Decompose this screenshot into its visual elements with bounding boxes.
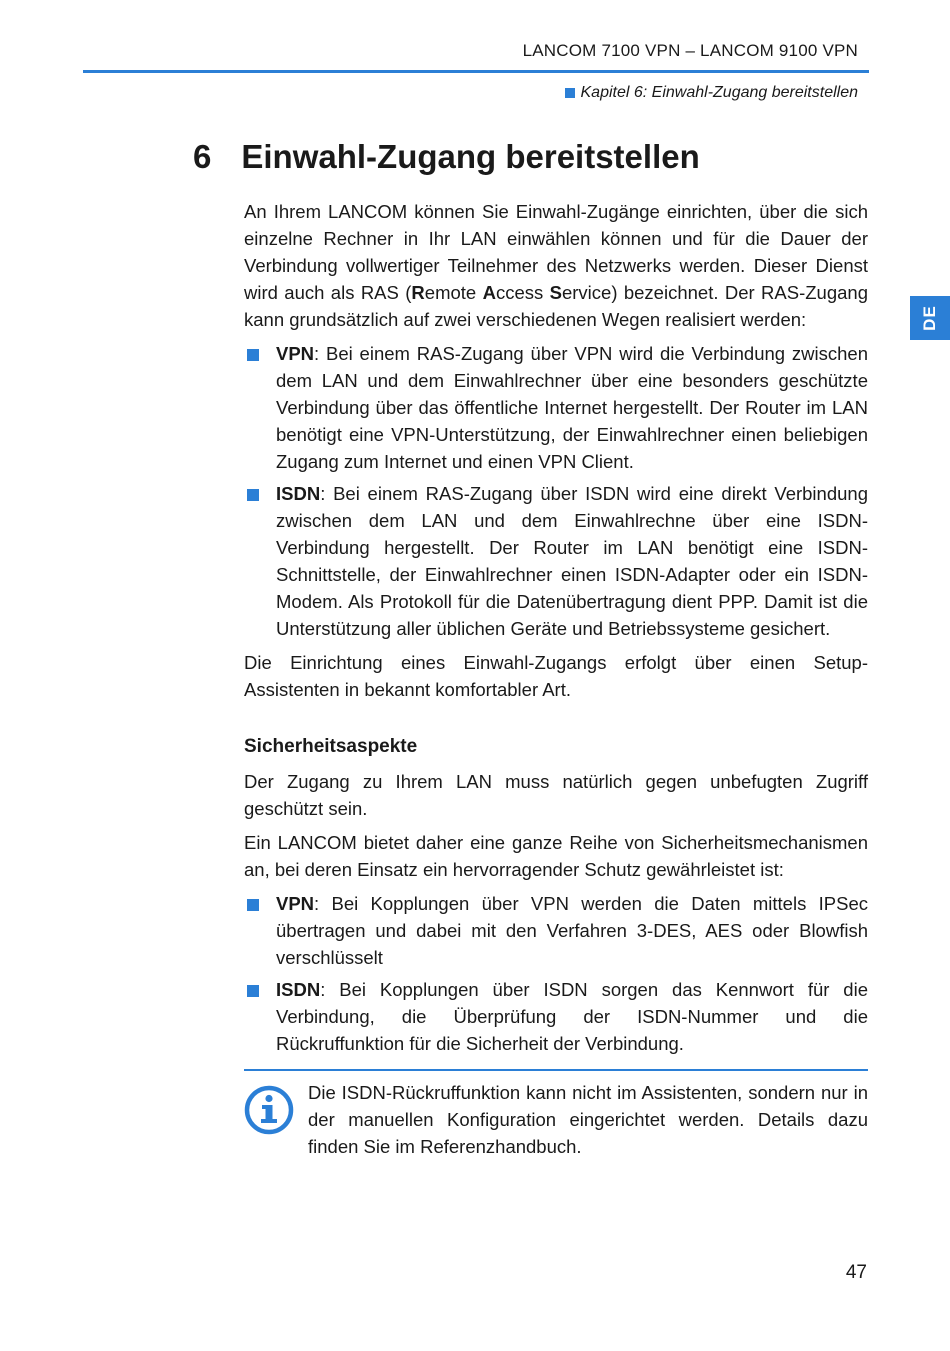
square-bullet-icon	[247, 489, 259, 501]
main-content	[244, 198, 868, 1160]
section-heading: Sicherheitsaspekte	[244, 736, 418, 757]
ras-methods-list	[244, 340, 868, 642]
language-tab	[910, 296, 950, 340]
setup-paragraph: Die Einrichtung eines Einwahl-Zugangs erfolgt über einen Setup-Assistenten in bekannt komfortabler Art.	[244, 652, 868, 700]
chapter-title: Einwahl-Zugang bereitstellen	[241, 138, 700, 175]
chapter-number: 6	[193, 138, 212, 175]
header-rule	[83, 70, 869, 73]
info-icon	[244, 1079, 294, 1160]
security-paragraph-1: Der Zugang zu Ihrem LAN muss natürlich gegen unbefugten Zugriff geschützt sein.	[244, 771, 868, 819]
running-header-title: LANCOM 7100 VPN – LANCOM 9100 VPN	[522, 41, 858, 60]
running-header-chapter-text: Kapitel 6: Einwahl-Zugang bereitstellen	[580, 84, 858, 101]
square-bullet-icon	[565, 88, 575, 98]
page-number: 47	[845, 1262, 867, 1283]
list-item: ISDN: Bei einem RAS-Zugang über ISDN wird eine direkt Verbindung zwischen dem LAN und dem Einwahlrechne über eine ISDN-Verbindung hergestellt. Der Router im LAN benötigt eine ISDN-Schnittstelle, der Einwahlrechner einen ISDN-Adapter oder ein ISDN-Modem. Als Protokoll für die Datenübertragung dient PPP. Damit ist die Unterstützung aller üblichen Geräte und Betriebssysteme gesichert.	[244, 480, 868, 642]
security-list	[244, 890, 868, 1057]
security-paragraph-2: Ein LANCOM bietet daher eine ganze Reihe von Sicherheitsmechanismen an, bei deren Einsatz ein hervorragender Schutz gewährleistet ist:	[244, 832, 868, 880]
language-tab-label: DE	[920, 305, 939, 331]
running-header-chapter	[565, 84, 859, 102]
square-bullet-icon	[247, 985, 259, 997]
info-note	[244, 1069, 868, 1160]
square-bullet-icon	[247, 349, 259, 361]
square-bullet-icon	[247, 899, 259, 911]
intro-paragraph: An Ihrem LANCOM können Sie Einwahl-Zugänge einrichten, über die sich einzelne Rechner in Ihr LAN einwählen können und für die Dauer der Verbindung vollwertiger Teilnehmer des Netzwerks werden. Dieser Dienst wird auch als RAS (Remote Access Service) bezeichnet. Der RAS-Zugang kann grundsätzlich auf zwei verschiedenen Wegen realisiert werden:	[244, 201, 868, 330]
list-item: ISDN: Bei Kopplungen über ISDN sorgen das Kennwort für die Verbindung, die Überprüfung der ISDN-Nummer und die Rückruffunktion für die Sicherheit der Verbindung.	[244, 976, 868, 1057]
list-item: VPN: Bei Kopplungen über VPN werden die Daten mittels IPSec übertragen und dabei mit den Verfahren 3-DES, AES oder Blowfish verschlüsselt	[244, 890, 868, 971]
list-item: VPN: Bei einem RAS-Zugang über VPN wird die Verbindung zwischen dem LAN und dem Einwahlrechner über eine besonders geschützte Verbindung über das öffentliche Internet hergestellt. Der Router im LAN benötigt eine VPN-Unterstützung, der Einwahlrechner einen beliebigen Zugang zum Internet und einen VPN Client.	[244, 340, 868, 475]
chapter-heading	[193, 138, 700, 176]
info-note-text: Die ISDN-Rückruffunktion kann nicht im Assistenten, sondern nur in der manuellen Konfiguration eingerichtet werden. Details dazu finden Sie im Referenzhandbuch.	[308, 1082, 868, 1157]
